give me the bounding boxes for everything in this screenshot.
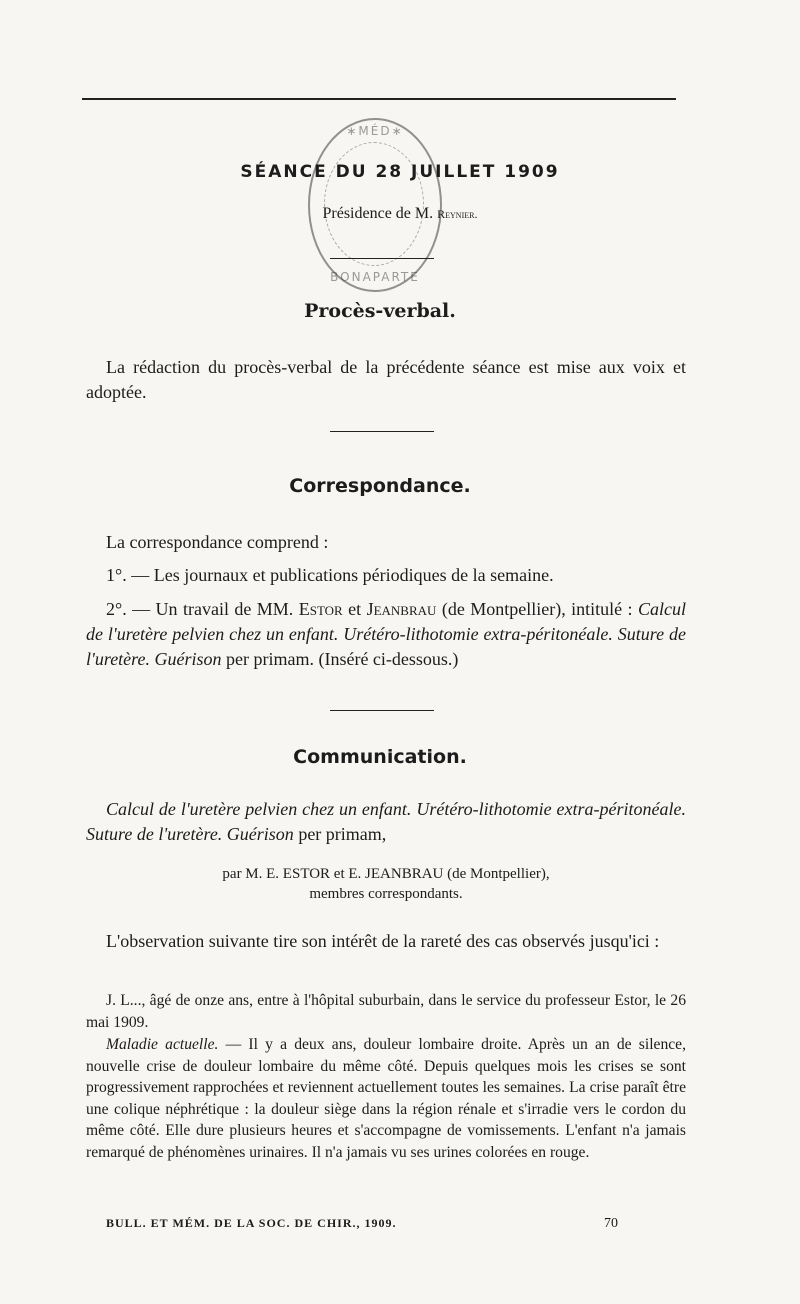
correspondance-item-2 — [86, 597, 686, 672]
presidence-line — [0, 205, 800, 223]
correspondance-intro: La correspondance comprend : — [106, 532, 329, 552]
stamp-top-text: ∗MÉD∗ — [346, 124, 404, 138]
subject-italic: Calcul de l'uretère pelvien chez un enfant. Urétéro-lithotomie extra-péritonéale. Suture de l'uretère. Guérison — [86, 799, 686, 844]
authors-block — [86, 864, 686, 904]
observation-intro: L'observation suivante tire son intérêt de la rareté des cas observés jusqu'ici : — [106, 931, 660, 951]
separator-rule — [330, 431, 434, 432]
title-rule — [330, 258, 434, 259]
item-2-text-a: Un travail de MM. — [155, 599, 299, 619]
presidence-prefix: Présidence de M. — [322, 205, 438, 222]
authors-line-2: membres correspondants. — [309, 886, 463, 902]
stamp-bottom-text: BONAPARTE — [330, 270, 420, 284]
communication-subject — [86, 797, 686, 847]
top-rule — [82, 98, 676, 100]
item-2-text-c: per primam. (Inséré ci-dessous.) — [221, 649, 459, 669]
communication-title: Communication. — [293, 746, 467, 768]
item-2-work-title: Calcul de l'uretère pelvien chez un enfant. Urétéro-lithotomie extra-péritonéale. Suture de l'uretère. Guérison — [86, 599, 686, 669]
seance-title: SÉANCE DU 28 JUILLET 1909 — [240, 162, 560, 182]
authors-line-1: par M. E. ESTOR et E. JEANBRAU (de Montpellier), — [222, 866, 550, 882]
item-1-number: 1°. — — [106, 565, 154, 585]
author-estor: Estor — [298, 599, 343, 619]
maladie-label: Maladie actuelle. — [106, 1036, 219, 1053]
journal-footer: BULL. ET MÉM. DE LA SOC. DE CHIR., 1909. — [106, 1216, 397, 1230]
subject-roman: per primam, — [293, 824, 387, 844]
stamp-inner-ring — [324, 142, 424, 266]
case-paragraph: J. L..., âgé de onze ans, entre à l'hôpital suburbain, dans le service du professeur Estor, le 26 mai 1909. — [86, 992, 686, 1031]
item-1-text: Les journaux et publications périodiques de la semaine. — [153, 565, 554, 585]
proces-verbal-text: La rédaction du procès-verbal de la précédente séance est mise aux voix et adoptée. — [86, 357, 686, 402]
page-number: 70 — [604, 1216, 618, 1231]
item-2-text-b: (de Montpellier), intitulé : — [436, 599, 638, 619]
correspondance-item-1 — [86, 563, 686, 588]
author-jeanbrau: Jeanbrau — [366, 599, 437, 619]
president-name: Reynier. — [437, 207, 478, 221]
item-2-number: 2°. — — [106, 599, 156, 619]
correspondance-title: Correspondance. — [289, 475, 471, 497]
maladie-paragraph — [86, 1034, 686, 1163]
maladie-text: — Il y a deux ans, douleur lombaire droite. Après un an de silence, nouvelle crise de douleur lombaire du même côté. Depuis quelques mois les crises se sont progressivement rapprochées et reviennent actuellement toutes les semaines. La crise paraît être une colique néphrétique : la douleur siège dans la région rénale et s'irradie vers le cordon du même côté. Elle dure plusieurs heures et s'accompagne de vomissements. L'enfant n'a jamais remarqué de phénomènes urinaires. Il n'a jamais vu ses urines colorées en rouge. — [86, 1036, 686, 1161]
separator-rule — [330, 710, 434, 711]
proces-verbal-title: Procès-verbal. — [304, 300, 456, 322]
item-2-et: et — [342, 599, 367, 619]
